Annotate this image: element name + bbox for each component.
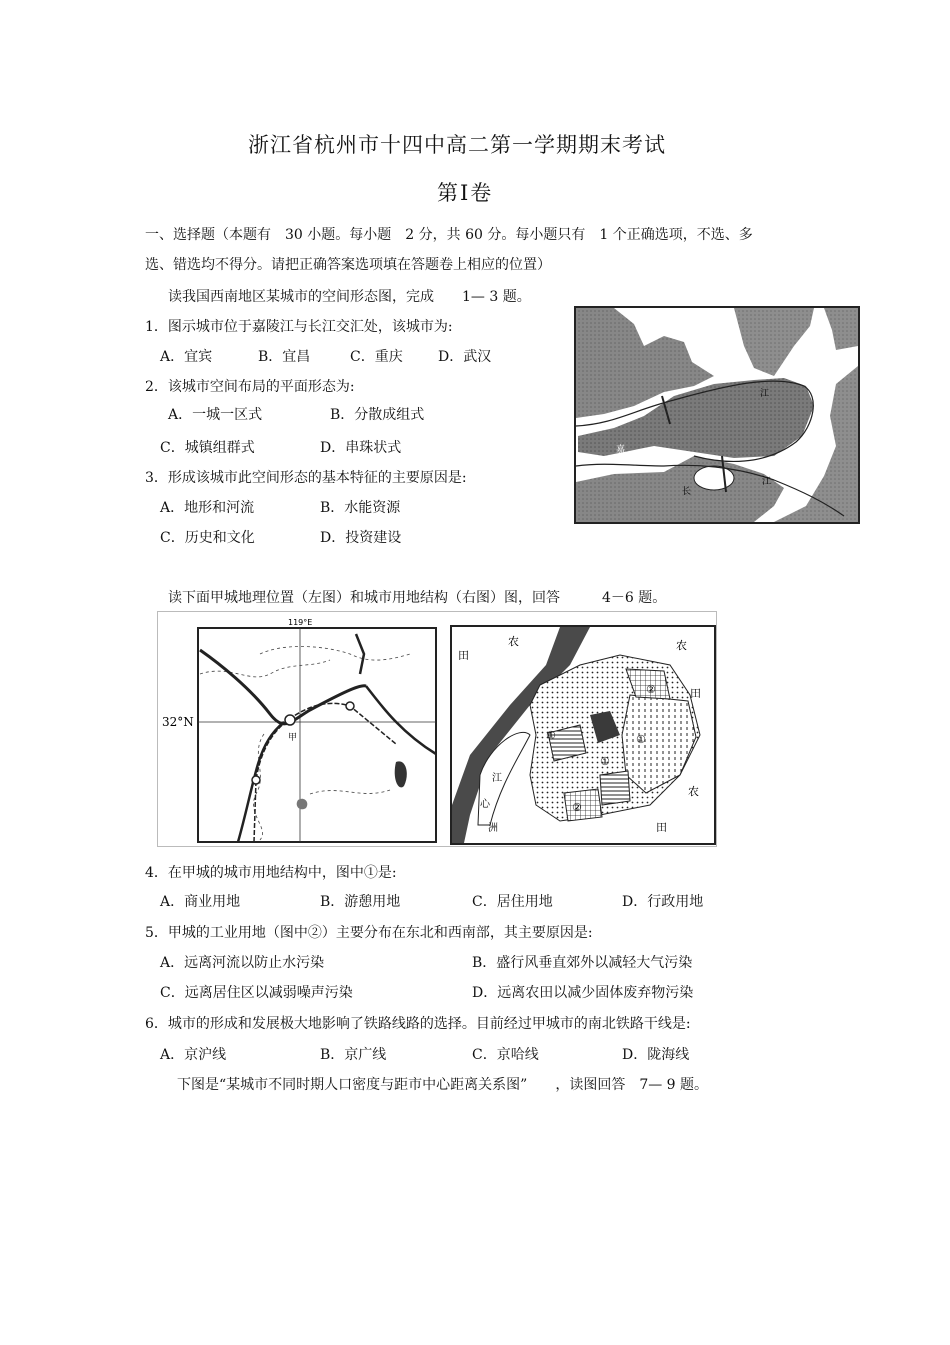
marker-1-center: ① <box>600 755 610 768</box>
q4-option-c: C．居住用地 <box>472 894 553 910</box>
section-instruction-line1: 一、选择题（本题有 30 小题。每小题 2 分，共 60 分。每小题只有 1 个正确选项，不选、多 <box>145 227 753 243</box>
farm-label-2: 田 <box>458 649 469 662</box>
q3-option-c: C．历史和文化 <box>160 530 255 546</box>
q6-option-a: A．京沪线 <box>160 1047 227 1063</box>
group1-intro: 读我国西南地区某城市的空间形态图，完成 1— 3 题。 <box>168 289 531 305</box>
q5-option-b: B．盛行风垂直郊外以减轻大气污染 <box>472 955 693 971</box>
q1-stem: 1．图示城市位于嘉陵江与长江交汇处，该城市为: <box>145 319 453 335</box>
q3-stem: 3．形成该城市此空间形态的基本特征的主要原因是: <box>145 470 467 486</box>
q4-option-a: A．商业用地 <box>160 894 241 910</box>
farm-label-6: 田 <box>656 821 667 834</box>
q1-option-d: D．武汉 <box>438 349 492 365</box>
group2-intro: 读下面甲城地理位置（左图）和城市用地结构（右图）图，回答 4－6 题。 <box>168 590 667 606</box>
volume-title: 第Ⅰ卷 <box>437 181 494 205</box>
river-label-jiang: 江 <box>492 773 502 784</box>
q3-option-d: D．投资建设 <box>320 530 402 546</box>
marker-1-west: ① <box>546 729 556 742</box>
q2-option-a: A．一城一区式 <box>168 407 263 423</box>
island-label-zhou: 洲 <box>488 823 498 834</box>
longitude-label: 119°E <box>288 618 313 627</box>
map1-label-jiang-1: 江 <box>760 389 770 399</box>
marker-2-southwest: ② <box>572 801 582 814</box>
farm-label-5: 农 <box>688 785 699 798</box>
q2-stem: 2．该城市空间布局的平面形态为: <box>145 379 355 395</box>
q6-option-b: B．京广线 <box>320 1047 387 1063</box>
q5-option-d: D．远离农田以减少固体废弃物污染 <box>472 985 694 1001</box>
section-instruction-line2: 选、错选均不得分。请把正确答案选项填在答题卷上相应的位置） <box>145 257 551 273</box>
latitude-label: 32°N <box>162 715 194 729</box>
map1-label-chang: 长 <box>682 487 692 497</box>
location-map <box>160 614 440 846</box>
q6-stem: 6．城市的形成和发展极大地影响了铁路线路的选择。目前经过甲城市的南北铁路干线是: <box>145 1016 691 1032</box>
q1-option-c: C．重庆 <box>350 349 403 365</box>
island-label-xin: 心 <box>480 799 490 810</box>
page-title: 浙江省杭州市十四中高二第一学期期末考试 <box>248 133 666 157</box>
q6-option-c: C．京哈线 <box>472 1047 539 1063</box>
q5-option-c: C．远离居住区以减弱噪声污染 <box>160 985 353 1001</box>
q2-option-b: B．分散成组式 <box>330 407 425 423</box>
q3-option-a: A．地形和河流 <box>160 500 255 516</box>
q4-stem: 4．在甲城的城市用地结构中，图中①是: <box>145 865 397 881</box>
q5-stem: 5．甲城的工业用地（图中②）主要分布在东北和西南部，其主要原因是: <box>145 925 593 941</box>
map1-label-jiang-2: 江 <box>762 477 772 487</box>
q4-option-b: B．游憩用地 <box>320 894 401 910</box>
city-form-map <box>574 306 860 524</box>
q1-option-a: A．宜宾 <box>160 349 213 365</box>
farm-label-4: 田 <box>690 687 701 700</box>
marker-1-east: ① <box>636 733 646 746</box>
q3-option-b: B．水能资源 <box>320 500 401 516</box>
group3-intro: 下图是“某城市不同时期人口密度与距市中心距离关系图” ，读图回答 7— 9 题。 <box>177 1077 709 1093</box>
marker-2-northeast: ② <box>646 683 656 696</box>
q5-option-a: A．远离河流以防止水污染 <box>160 955 325 971</box>
farm-label-1: 农 <box>508 635 519 648</box>
city-jia-label: 甲 <box>288 733 298 743</box>
q6-option-d: D．陇海线 <box>622 1047 690 1063</box>
q1-option-b: B．宜昌 <box>258 349 311 365</box>
land-use-map <box>450 625 716 845</box>
q2-option-d: D．串珠状式 <box>320 440 402 456</box>
q2-option-c: C．城镇组群式 <box>160 440 255 456</box>
q4-option-d: D．行政用地 <box>622 894 704 910</box>
map1-label-jia: 嘉 <box>616 445 626 455</box>
farm-label-3: 农 <box>676 639 687 652</box>
